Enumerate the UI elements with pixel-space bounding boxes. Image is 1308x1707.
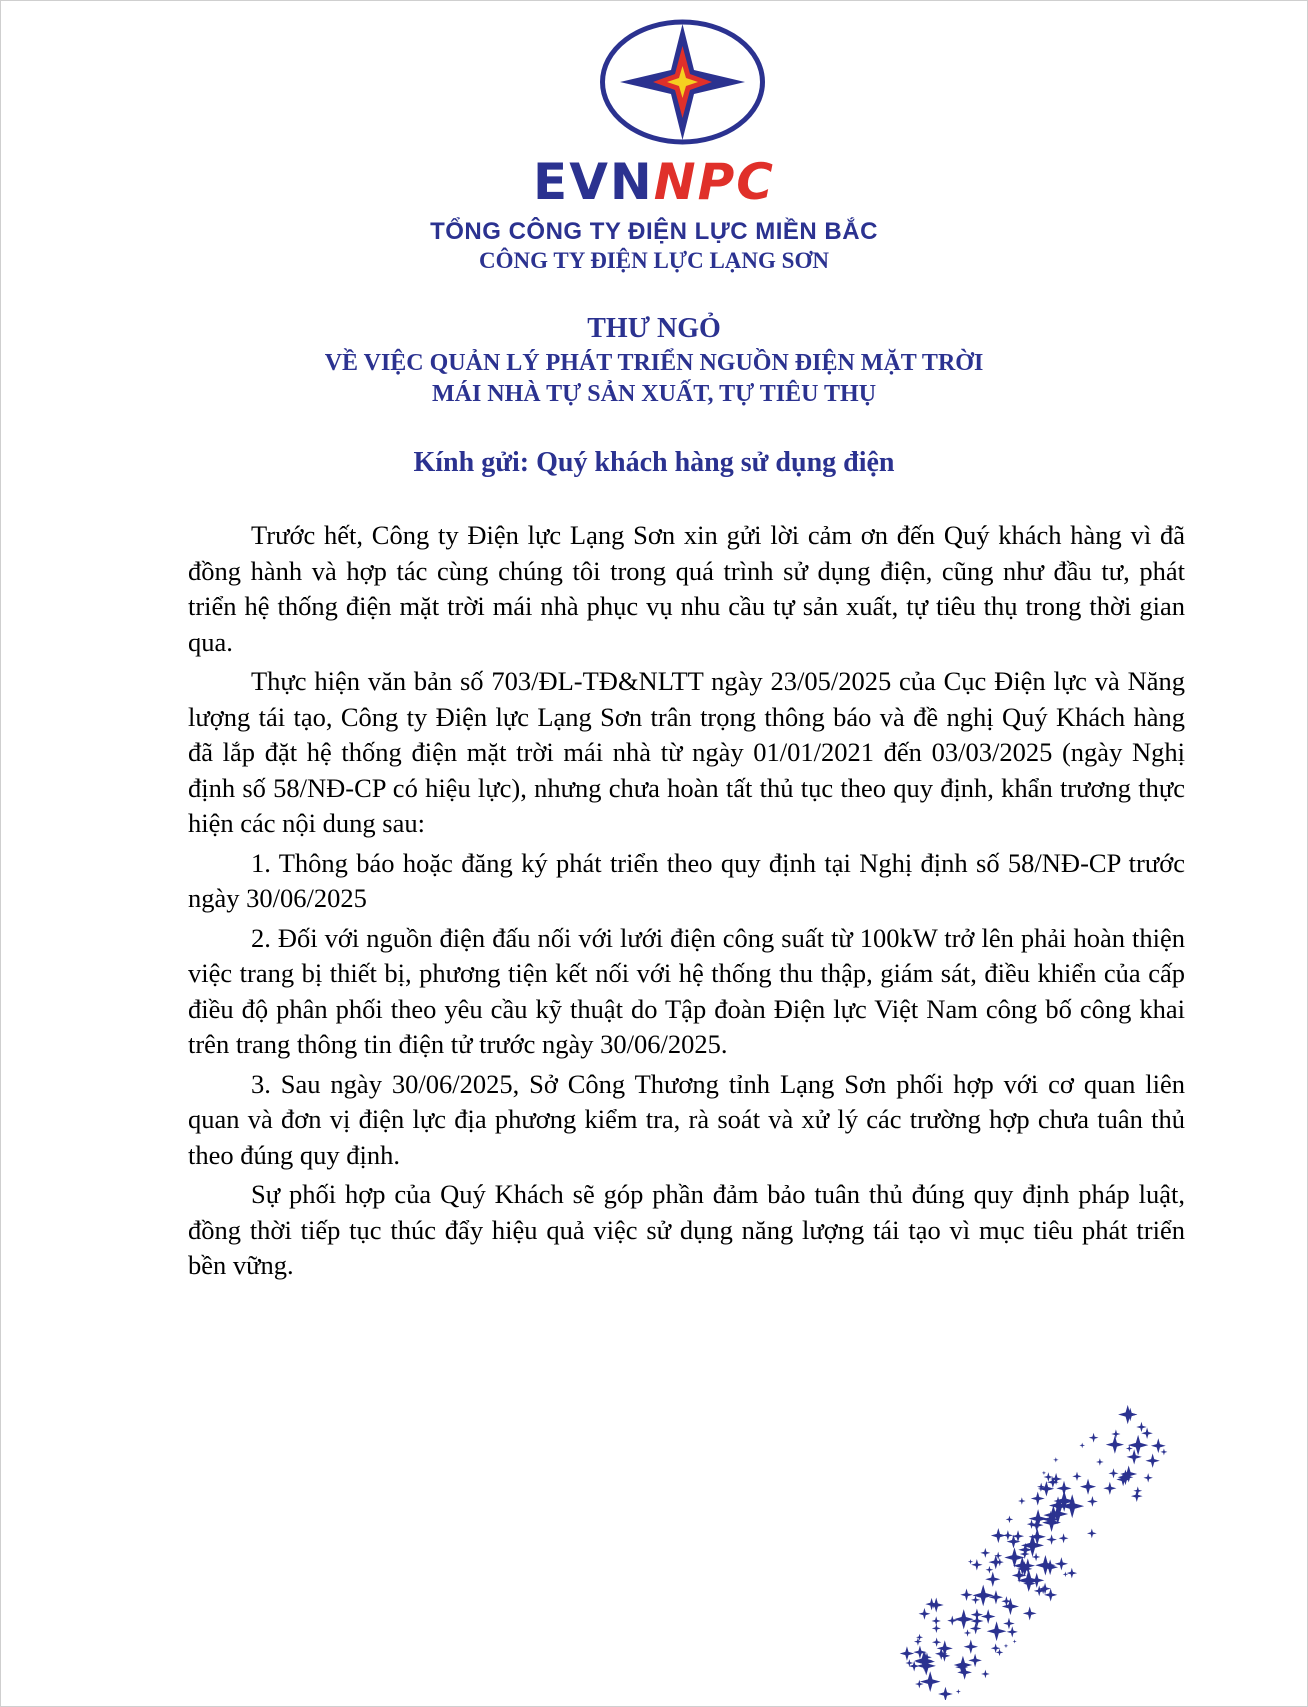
sparkle-star bbox=[900, 1646, 915, 1661]
sparkle-star bbox=[1087, 1496, 1098, 1507]
sparkle-star bbox=[1063, 1572, 1069, 1578]
sparkle-star bbox=[1111, 1429, 1120, 1438]
sparkle-star bbox=[916, 1634, 923, 1641]
list-item-2: 2. Đối với nguồn điện đấu nối với lưới điện công suất từ 100kW trở lên phải hoàn thiện việc trang bị thiết bị, phương tiện kết nối với hệ thống thu thập, giám sát, điều khiển của cấp điều độ phân phối theo yêu cầu kỹ thuật do Tập đoàn Điện lực Việt Nam công bố công khai trên trang thông tin điện tử trước ngày 30/06/2025. bbox=[188, 922, 1185, 1059]
sparkle-star bbox=[1056, 1481, 1071, 1496]
sparkle-star bbox=[1053, 1457, 1058, 1462]
sparkle-star bbox=[964, 1639, 978, 1653]
sparkle-star bbox=[1133, 1486, 1142, 1495]
sparkle-star bbox=[1089, 1433, 1099, 1443]
brand-npc: NPC bbox=[653, 153, 775, 211]
sparkle-star bbox=[1079, 1443, 1085, 1449]
sparkle-star bbox=[1027, 1519, 1037, 1529]
sparkle-star bbox=[938, 1687, 953, 1700]
letter-title: THƯ NGỎ bbox=[587, 313, 721, 344]
sparkle-star bbox=[1128, 1435, 1149, 1456]
sparkle-star bbox=[1087, 1528, 1097, 1538]
sparkle-star bbox=[932, 1638, 941, 1647]
sparkle-star bbox=[981, 1670, 990, 1679]
sparkle-star bbox=[1018, 1497, 1026, 1505]
sparkle-star bbox=[1118, 1469, 1134, 1485]
evn-star-logo-icon bbox=[600, 18, 765, 146]
sparkle-star bbox=[985, 1572, 1000, 1587]
sparkle-star bbox=[1141, 1427, 1153, 1439]
sparkle-star bbox=[932, 1624, 941, 1633]
sparkle-star bbox=[996, 1649, 1004, 1657]
sparkle-star bbox=[1006, 1516, 1014, 1524]
sparkle-star bbox=[920, 1671, 941, 1692]
sparkle-star bbox=[1103, 1482, 1116, 1495]
sparkle-star bbox=[1039, 1583, 1051, 1595]
brand-evn: EVN bbox=[533, 153, 654, 211]
sparkle-star bbox=[989, 1555, 1003, 1569]
sparkle-star bbox=[1072, 1472, 1081, 1481]
sparkle-star bbox=[1031, 1491, 1045, 1505]
sparkle-star bbox=[1106, 1435, 1124, 1453]
sparkle-star bbox=[1035, 1555, 1056, 1576]
sparkle-star bbox=[987, 1621, 1007, 1641]
brand-logotype bbox=[0, 152, 1308, 212]
sparkle-star bbox=[981, 1609, 996, 1624]
sparkle-star bbox=[919, 1608, 931, 1620]
letter-subtitle-line2: MÁI NHÀ TỰ SẢN XUẤT, TỰ TIÊU THỤ bbox=[431, 381, 877, 407]
paragraph-closing: Sự phối hợp của Quý Khách sẽ góp phần đảm bảo tuân thủ đúng quy định pháp luật, đồng thời tiếp tục thúc đẩy hiệu quả việc sử dụng năng lượng tái tạo vì mục tiêu phát triển bền vững. bbox=[188, 1179, 1185, 1280]
sparkle-star bbox=[1013, 1639, 1017, 1643]
sparkle-star bbox=[954, 1609, 974, 1629]
sparkle-star bbox=[1126, 1449, 1141, 1464]
greeting: Kính gửi: Quý khách hàng sử dụng điện bbox=[413, 447, 895, 478]
letter-body bbox=[188, 518, 1185, 1288]
letter-subtitle-line1: VỀ VIỆC QUẢN LÝ PHÁT TRIỂN NGUỒN ĐIỆN MẶT TRỜI bbox=[324, 350, 984, 376]
sparkle-star bbox=[989, 1590, 1003, 1604]
sparkle-star bbox=[1067, 1568, 1078, 1579]
sparkle-star bbox=[970, 1623, 982, 1635]
list-item-1: 1. Thông báo hoặc đăng ký phát triển theo quy định tại Nghị định số 58/NĐ-CP trước ngày 30/06/2025 bbox=[188, 847, 1185, 913]
sparkle-star bbox=[1096, 1458, 1104, 1466]
sparkle-star bbox=[968, 1559, 973, 1564]
sparkle-star bbox=[1108, 1468, 1118, 1478]
sparkle-star bbox=[1042, 1471, 1046, 1475]
paragraph-notice: Thực hiện văn bản số 703/ĐL-TĐ&NLTT ngày 23/05/2025 của Cục Điện lực và Năng lượng tái tạo, Công ty Điện lực Lạng Sơn trân trọng thông báo và đề nghị Quý Khách hàng đã lắp đặt hệ thống điện mặt trời mái nhà từ ngày 01/01/2021 đến 03/03/2025 (ngày Nghị định số 58/NĐ-CP có hiệu lực), nhưng chưa hoàn tất thủ tục theo quy định, khẩn trương thực hiện các nội dung sau: bbox=[188, 666, 1185, 838]
sparkle-star bbox=[1136, 1422, 1146, 1432]
paragraph-intro: Trước hết, Công ty Điện lực Lạng Sơn xin gửi lời cảm ơn đến Quý khách hàng vì đã đồng hành và hợp tác cùng chúng tôi trong quá trình sử dụng điện, cũng như đầu tư, phát triển hệ thống điện mặt trời mái nhà phục vụ nhu cầu tự sản xuất, tự tiêu thụ trong thời gian qua. bbox=[188, 520, 1185, 657]
sparkle-star bbox=[1007, 1626, 1018, 1637]
sparkle-star bbox=[956, 1689, 961, 1694]
sparkle-star bbox=[1044, 1472, 1054, 1482]
sparkle-star bbox=[980, 1548, 990, 1558]
sparkle-star bbox=[1145, 1454, 1159, 1468]
list-item-3: 3. Sau ngày 30/06/2025, Sở Công Thương tỉnh Lạng Sơn phối hợp với cơ quan liên quan và đơn vị điện lực địa phương kiểm tra, rà soát và xử lý các trường hợp chưa tuân thủ theo đúng quy định. bbox=[188, 1068, 1185, 1170]
company-name: CÔNG TY ĐIỆN LỰC LẠNG SƠN bbox=[479, 248, 829, 273]
sparkle-star bbox=[1131, 1490, 1143, 1502]
sparkle-star bbox=[1023, 1606, 1037, 1620]
sparkle-star bbox=[1004, 1644, 1009, 1649]
sparkle-star bbox=[1080, 1479, 1096, 1495]
sparkle-star bbox=[971, 1559, 982, 1570]
sparkle-star bbox=[986, 1566, 994, 1574]
sparkle-star bbox=[1118, 1405, 1137, 1424]
sparkle-star bbox=[914, 1638, 922, 1646]
corporation-name: TỔNG CÔNG TY ĐIỆN LỰC MIỀN BẮC bbox=[430, 218, 878, 245]
sparkle-star bbox=[1055, 1557, 1068, 1570]
sparkle-star bbox=[1059, 1533, 1069, 1543]
sparkle-star bbox=[960, 1589, 972, 1601]
sparkle-star bbox=[1046, 1534, 1057, 1545]
sparkle-star bbox=[1003, 1530, 1013, 1540]
sparkle-star bbox=[1160, 1448, 1167, 1455]
sparkle-star bbox=[964, 1629, 971, 1636]
sparkle-star bbox=[1003, 1618, 1015, 1630]
sparkle-star bbox=[932, 1616, 941, 1625]
sparkle-stars-icon bbox=[890, 1400, 1180, 1700]
sparkle-star bbox=[947, 1616, 957, 1626]
sparkle-star bbox=[954, 1656, 972, 1674]
sparkle-star bbox=[1143, 1473, 1152, 1482]
